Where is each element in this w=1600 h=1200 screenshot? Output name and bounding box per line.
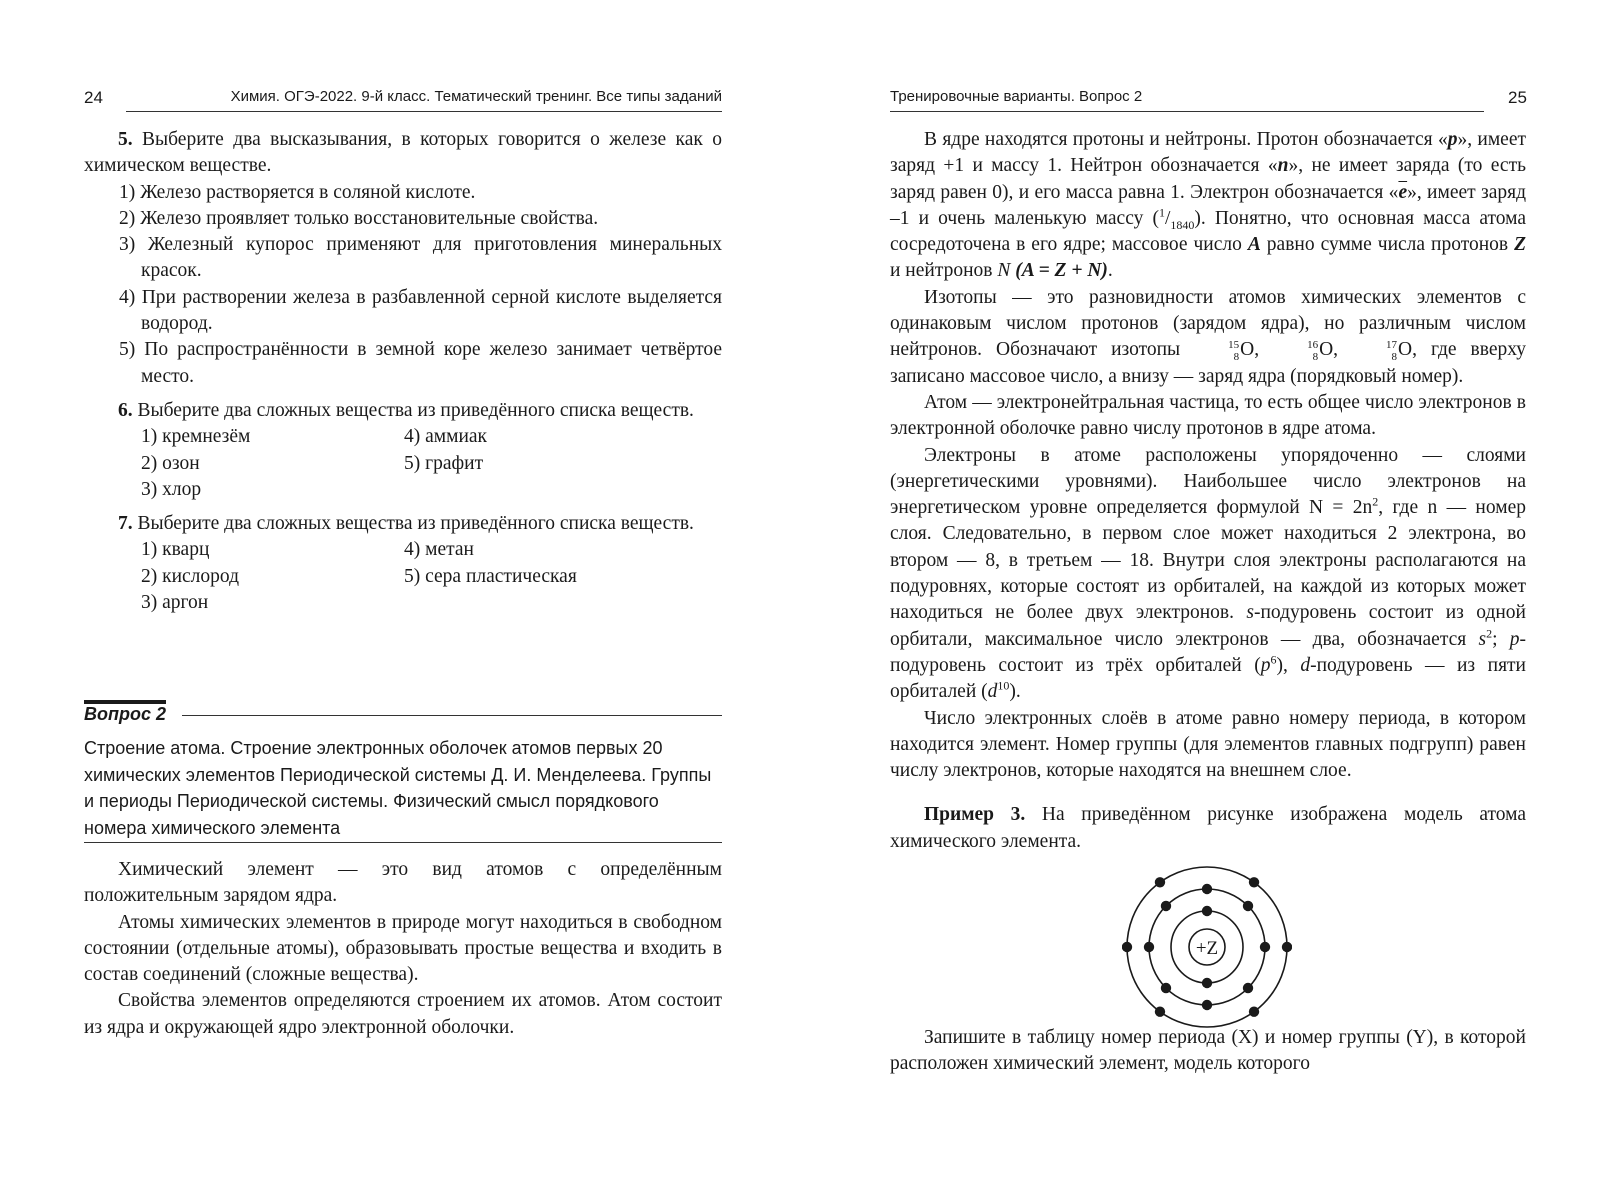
q6-option-1: 1) кремнезём [141, 426, 251, 448]
paragraph-electron-shells: Электроны в атоме расположены упорядоченно — слоями (энергетическими уровнями). Наибольшее число электронов на энергетическом уровне определяется формулой $N = 2n^2$, где n — номер слоя. Следовательно, в первом слое может находиться 2 электрона, во втором — 8, в третьем — 18. Внутри слоя электроны располагаются на подуровнях, которые состоят из орбиталей, на каждой из которых может находиться не более двух электронов. s-подуровень состоит из одной орбитали, максимальное число электронов — два, обозначается $s^2$; p-подуровень состоит из трёх орбиталей $(p^6)$, d-подуровень — из пяти орбиталей $(d^{10})$. [890, 444, 1526, 703]
task-text: Запишите в таблицу номер периода (X) и номер группы (Y), в которой расположен химический элемент, модель которого [890, 1027, 1526, 1075]
section-bottom-rule [84, 842, 722, 843]
section-title: Вопрос 2 [84, 704, 167, 724]
electron-shell-2 [1161, 983, 1171, 993]
electron-shell-2 [1161, 901, 1171, 911]
electron-shell-2 [1202, 884, 1212, 894]
q5-option-3: 3) Железный купорос применяют для приготовления минеральных красок. [119, 234, 722, 282]
electron-shell-2 [1144, 942, 1154, 952]
q7-option-4: 4) метан [404, 539, 474, 561]
electron-shell-2 [1243, 901, 1253, 911]
isotope-o16: 16 8 [1307, 338, 1319, 363]
q5-option-4: 4) При растворении железа в разбавленной серной кислоте выделяется водород. [119, 286, 722, 335]
electron-shell-1 [1202, 906, 1212, 916]
task-text-block [890, 1025, 1526, 1078]
question-6-text: Выберите два сложных вещества из приведённого списка веществ. [137, 399, 694, 421]
electron-shell-2 [1202, 1000, 1212, 1010]
electron-shell-3 [1249, 1007, 1259, 1017]
isotope-o15: 15 8 [1228, 338, 1240, 363]
header-rule-right [890, 111, 1484, 112]
question-7-number: 7. [118, 513, 133, 535]
isotope-o17: 17 8 [1386, 338, 1398, 363]
paragraph-element-definition: Химический элемент — это вид атомов с определённым положительным зарядом ядра. [84, 859, 722, 907]
page-number-right: 25 [1508, 88, 1527, 107]
q7-option-2: 2) кислород [141, 565, 240, 587]
running-head-left [126, 86, 722, 112]
electron-shell-2 [1260, 942, 1270, 952]
example-label: Пример 3. [924, 804, 1026, 826]
atom-model-diagram [1122, 862, 1292, 1032]
section-header [84, 703, 722, 729]
paragraph-period-group: Число электронных слоёв в атоме равно номеру периода, в котором находится элемент. Номер группы (для элементов главных подгрупп) равен числу электронов, которые находятся на внешнем слое. [890, 707, 1526, 782]
q7-options [84, 537, 722, 616]
q7-option-5: 5) сера пластическая [404, 565, 577, 587]
paragraph-atoms-nature: Атомы химических элементов в природе могут находиться в свободном состоянии (отдельные атомы), образовывать простые вещества и входить в состав соединений (сложные вещества). [84, 911, 722, 986]
q7-option-3: 3) аргон [141, 592, 209, 614]
q5-option-1: 1) Железо растворяется в соляной кислоте. [119, 181, 476, 203]
electron-shell-3 [1282, 942, 1292, 952]
left-page-questions [84, 127, 722, 616]
q6-option-2: 2) озон [141, 452, 200, 474]
section-title-rule [182, 715, 722, 716]
example-3: Пример 3. На приведённом рисунке изображена модель атома химического элемента. [890, 804, 1527, 852]
page-number-left: 24 [84, 88, 103, 107]
question-7-text: Выберите два сложных вещества из приведённого списка веществ. [137, 513, 694, 535]
electron-shell-3 [1122, 942, 1132, 952]
q6-option-5: 5) графит [404, 452, 484, 474]
paragraph-atom-structure: Свойства элементов определяются строением их атомов. Атом состоит из ядра и окружающей ядро электронной оболочки. [84, 990, 722, 1038]
question-5-text: Выберите два высказывания, в которых говорится о железе как о химическом веществе. [84, 129, 723, 177]
paragraph-neutral-atom: Атом — электронейтральная частица, то есть общее число электронов в электронной оболочке равно числу протонов в ядре атома. [890, 391, 1526, 440]
question-5-number: 5. [118, 129, 133, 150]
paragraph-particles: В ядре находятся протоны и нейтроны. Протон обозначается «p», имеет заряд +1 и массу 1. Нейтрон обозначается «n», не имеет заряда (то есть заряд равен 0), и его масса равна 1. Электрон обозначается «$\overline{e}$», имеет заряд –1 и очень маленькую массу $(^1/_{1840})$. Понятно, что основная масса атома сосредоточена в его ядре; массовое число A равно сумме числа протонов Z и нейтронов N (A = Z + N). [890, 129, 1526, 282]
electron-shell-3 [1155, 1007, 1165, 1017]
q5-option-2: 2) Железо проявляет только восстановительные свойства. [119, 207, 599, 229]
q7-option-1: 1) кварц [141, 539, 210, 561]
section-topic: Строение атома. Строение электронных оболочек атомов первых 20 химических элементов Периодической системы Д. И. Менделеева. Группы и периоды Периодической системы. Физический смысл порядкового номера химического элемента [84, 738, 712, 838]
electron-shell-3 [1249, 877, 1259, 887]
q5-option-5: 5) По распространённости в земной коре железо занимает четвёртое место. [119, 339, 722, 387]
q6-option-3: 3) хлор [141, 478, 202, 500]
paragraph-isotopes: Изотопы — это разновидности атомов химических элементов с одинаковым числом протонов (зарядом ядра), но различным числом нейтронов. Обозначают изотопы 15 8 O, 16 8 O, 17 8 O, где вверху записано массовое число, а внизу — заряд ядра (порядковый номер). [890, 286, 1527, 387]
electron-shell-1 [1202, 978, 1212, 988]
right-page-body [890, 127, 1526, 855]
left-page-body [84, 857, 722, 1041]
header-rule-left [126, 111, 722, 112]
question-6-number: 6. [118, 399, 133, 421]
running-head-right-text: Тренировочные варианты. Вопрос 2 [890, 88, 1143, 105]
q6-option-4: 4) аммиак [404, 426, 488, 448]
electron-shell-3 [1155, 877, 1165, 887]
nucleus-label: +Z [1195, 938, 1219, 959]
running-head-left-text: Химия. ОГЭ-2022. 9-й класс. Тематический тренинг. Все типы заданий [230, 88, 722, 105]
electron-shell-2 [1243, 983, 1253, 993]
running-head-right [890, 86, 1484, 112]
q6-options [84, 424, 722, 503]
